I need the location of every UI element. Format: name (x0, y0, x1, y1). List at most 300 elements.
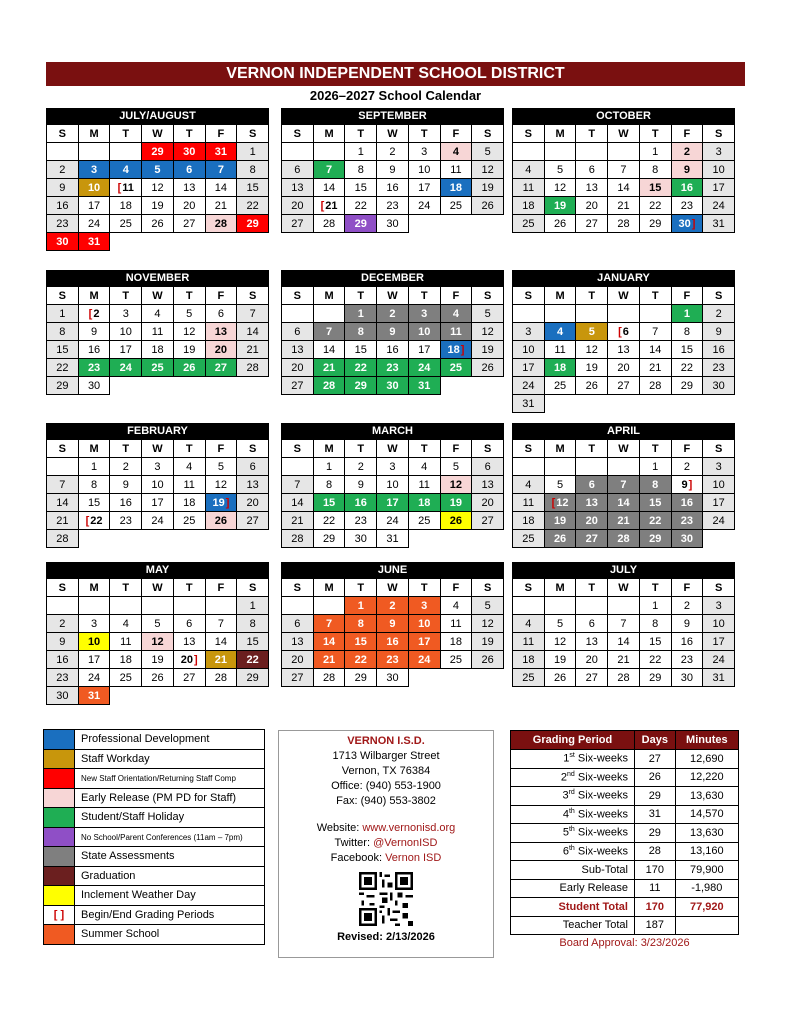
month-grid (281, 287, 504, 395)
period-name: Six-weeks (574, 845, 628, 858)
legend-item (43, 885, 265, 906)
day-cell: 24 (376, 511, 409, 530)
day-cell: 5 (173, 304, 206, 323)
day-cell: 22 (639, 650, 672, 669)
day-cell: 19 ] (205, 493, 238, 512)
day-cell: 4 (512, 475, 545, 494)
weekday-header: S (512, 124, 545, 143)
day-cell: 2 (109, 457, 142, 476)
blank-cell (281, 142, 314, 161)
month-header: JULY (512, 562, 735, 579)
facebook-line: Facebook: Vernon ISD (330, 852, 442, 864)
day-cell: 16 (702, 340, 735, 359)
weekday-header: T (639, 286, 672, 305)
day-cell: 31 (78, 232, 111, 251)
weekday-header: S (236, 286, 269, 305)
legend-label: State Assessments (81, 850, 175, 862)
day-cell: 17 (702, 178, 735, 197)
day-cell: 27 (173, 668, 206, 687)
day-cell: 3 (702, 596, 735, 615)
period-label: Sub-Total (511, 861, 635, 880)
day-cell: 1 (344, 596, 377, 615)
day-cell: 3 (702, 457, 735, 476)
month-header: APRIL (512, 423, 735, 440)
day-cell: 19 (141, 650, 174, 669)
weekday-header: W (607, 439, 640, 458)
ordinal-number: 3 (562, 790, 569, 803)
day-cell: 20 (575, 650, 608, 669)
day-cell: 18 (440, 632, 473, 651)
weekday-header: S (281, 578, 314, 597)
day-cell: 5 (471, 304, 504, 323)
day-cell: 23 (46, 668, 79, 687)
day-cell: 23 (671, 511, 704, 530)
period-days: 28 (635, 842, 676, 861)
day-cell: 8 (639, 614, 672, 633)
day-cell: 22 (639, 511, 672, 530)
blank-cell (313, 304, 346, 323)
day-cell: 20 (471, 493, 504, 512)
day-cell: 21 (607, 650, 640, 669)
day-cell: 16 (46, 650, 79, 669)
qr-code-icon[interactable] (359, 872, 413, 926)
period-name: Six-weeks (574, 771, 628, 784)
day-cell: 25 (109, 214, 142, 233)
period-minutes: 12,220 (675, 768, 738, 787)
legend-swatch (44, 886, 75, 905)
blank-cell (607, 304, 640, 323)
day-cell: 28 (607, 529, 640, 548)
day-cell: 19 (173, 340, 206, 359)
blank-cell (281, 596, 314, 615)
ordinal-number: 2 (560, 771, 568, 784)
day-cell: 27 (575, 214, 608, 233)
day-cell: 26 (440, 511, 473, 530)
blank-cell (512, 142, 545, 161)
period-minutes: 13,630 (675, 787, 738, 806)
period-name: Six-weeks (574, 753, 628, 766)
weekday-header: S (281, 286, 314, 305)
month-april (512, 423, 735, 548)
day-cell: 29 (46, 376, 79, 395)
day-cell: 28 (236, 358, 269, 377)
weekday-header: F (671, 439, 704, 458)
day-cell: 25 (173, 511, 206, 530)
ordinal-number: 6 (562, 845, 569, 858)
day-cell: 15 (344, 340, 377, 359)
day-cell: 16 (376, 178, 409, 197)
day-cell: 12 (141, 178, 174, 197)
day-cell: 12 (544, 178, 577, 197)
grading-row (511, 898, 739, 917)
day-cell: 5 (141, 614, 174, 633)
day-cell: 15 (639, 632, 672, 651)
blank-cell (575, 304, 608, 323)
day-cell: 22 (344, 358, 377, 377)
period-label (511, 768, 635, 787)
day-cell: 6 (471, 457, 504, 476)
day-cell: 11 (512, 178, 545, 197)
day-cell: 22 (671, 358, 704, 377)
day-cell: 23 (344, 511, 377, 530)
weekday-header: M (78, 439, 111, 458)
board-approval: Board Approval: 3/23/2026 (559, 937, 690, 949)
day-cell: 26 (141, 668, 174, 687)
website-link[interactable]: www.vernonisd.org (362, 822, 456, 834)
month-july-august (46, 108, 269, 251)
period-minutes: 77,920 (675, 898, 738, 917)
weekday-header: F (205, 439, 238, 458)
day-cell: 26 (544, 214, 577, 233)
weekday-header: W (607, 124, 640, 143)
weekday-header: W (607, 286, 640, 305)
day-cell: 18 (512, 650, 545, 669)
legend-item (43, 846, 265, 867)
weekday-header: T (173, 124, 206, 143)
weekday-header: S (512, 578, 545, 597)
weekday-header: T (639, 439, 672, 458)
blank-cell (544, 304, 577, 323)
day-cell: 10 (376, 475, 409, 494)
day-cell: 17 (408, 340, 441, 359)
legend-label: Begin/End Grading Periods (81, 908, 215, 921)
blank-cell (607, 142, 640, 161)
day-cell: 24 (78, 668, 111, 687)
day-cell: 30 (173, 142, 206, 161)
day-cell: 7 (313, 614, 346, 633)
weekday-header: W (376, 439, 409, 458)
day-cell: 18 (173, 493, 206, 512)
day-cell: 5 (544, 614, 577, 633)
day-cell: 18 (141, 340, 174, 359)
day-cell: 6 (173, 614, 206, 633)
day-cell: 31 (408, 376, 441, 395)
day-cell: [ 11 (109, 178, 142, 197)
day-cell: 13 (281, 340, 314, 359)
day-cell: 29 (344, 668, 377, 687)
legend-swatch (44, 769, 75, 788)
day-cell: 6 (205, 304, 238, 323)
weekday-header: T (344, 439, 377, 458)
district-name: VERNON I.S.D. (347, 735, 425, 747)
day-cell: 10 (702, 160, 735, 179)
blank-cell (313, 596, 346, 615)
period-minutes: 14,570 (675, 805, 738, 824)
weekday-header: T (109, 578, 142, 597)
period-minutes: 79,900 (675, 861, 738, 880)
day-cell: 15 (313, 493, 346, 512)
day-cell: 11 (141, 322, 174, 341)
ordinal-suffix: nd (567, 770, 575, 778)
day-cell: 28 (313, 214, 346, 233)
day-cell: 10 (109, 322, 142, 341)
blank-cell (46, 142, 79, 161)
day-cell: 23 (376, 196, 409, 215)
legend-swatch (44, 750, 75, 769)
period-days: 29 (635, 787, 676, 806)
day-cell: 17 (78, 650, 111, 669)
revised-date: Revised: 2/13/2026 (337, 931, 435, 943)
day-cell: 6 (281, 614, 314, 633)
day-cell: 1 (236, 142, 269, 161)
day-cell: 8 (671, 322, 704, 341)
weekday-header: M (78, 124, 111, 143)
month-grid (512, 440, 735, 548)
weekday-header: T (408, 578, 441, 597)
office-phone: Office: (940) 553-1900 (331, 780, 441, 792)
day-cell: 21 (313, 650, 346, 669)
day-cell: 26 (471, 650, 504, 669)
day-cell: 3 (408, 142, 441, 161)
day-cell: 26 (544, 529, 577, 548)
day-cell: 24 (141, 511, 174, 530)
day-cell: 8 (344, 614, 377, 633)
day-cell: 15 (671, 340, 704, 359)
weekday-header: T (344, 124, 377, 143)
period-label: Teacher Total (511, 916, 635, 935)
grading-header: Grading Period (511, 731, 635, 750)
day-cell: 30 (702, 376, 735, 395)
grading-row (511, 916, 739, 935)
day-cell: 31 (702, 668, 735, 687)
period-label: Student Total (511, 898, 635, 917)
grading-row (511, 805, 739, 824)
weekday-header: F (205, 124, 238, 143)
day-cell: 19 (544, 196, 577, 215)
day-cell: 15 (344, 178, 377, 197)
district-info (278, 730, 494, 958)
weekday-header: F (671, 578, 704, 597)
day-cell: 24 (702, 196, 735, 215)
day-cell: 26 (471, 358, 504, 377)
day-cell: 29 (344, 376, 377, 395)
twitter-line: Twitter: @VernonISD (334, 837, 438, 849)
day-cell: 1 (344, 304, 377, 323)
day-cell: 26 (575, 376, 608, 395)
day-cell: 21 (205, 650, 238, 669)
day-cell: 22 (344, 650, 377, 669)
month-header: JUNE (281, 562, 504, 579)
day-cell: 4 (141, 304, 174, 323)
day-cell: 7 (607, 160, 640, 179)
weekday-header: S (281, 124, 314, 143)
day-cell: 10 (141, 475, 174, 494)
day-cell: 8 (313, 475, 346, 494)
day-cell: 15 (236, 178, 269, 197)
day-cell: 16 (344, 493, 377, 512)
day-cell: 20 (575, 511, 608, 530)
day-cell: 16 (78, 340, 111, 359)
day-cell: 25 (440, 650, 473, 669)
ordinal-suffix: th (568, 826, 575, 834)
day-cell: 30 (46, 686, 79, 705)
period-minutes: -1,980 (675, 879, 738, 898)
weekday-header: F (440, 124, 473, 143)
day-cell: 2 (376, 304, 409, 323)
day-cell: 8 (236, 614, 269, 633)
day-cell: 22 (236, 196, 269, 215)
grading-row (511, 861, 739, 880)
blank-cell (109, 596, 142, 615)
day-cell: 19 (471, 632, 504, 651)
day-cell: 9 (671, 614, 704, 633)
day-cell: 15 (46, 340, 79, 359)
month-header: MAY (46, 562, 269, 579)
legend-label: Inclement Weather Day (81, 889, 196, 901)
day-cell: 3 (408, 596, 441, 615)
period-days: 170 (635, 898, 676, 917)
day-cell: 16 (671, 632, 704, 651)
day-cell: 16 (671, 178, 704, 197)
weekday-header: T (575, 578, 608, 597)
day-cell: 14 (607, 493, 640, 512)
day-cell: 2 (344, 457, 377, 476)
grading-header: Minutes (675, 731, 738, 750)
day-cell: 20 (281, 358, 314, 377)
day-cell: 25 (109, 668, 142, 687)
legend-item (43, 788, 265, 809)
day-cell: [ 22 (78, 511, 111, 530)
day-cell: 14 (46, 493, 79, 512)
day-cell: 19 (544, 650, 577, 669)
blank-cell (281, 304, 314, 323)
legend-label: Summer School (81, 928, 160, 940)
day-cell: 12 (471, 322, 504, 341)
day-cell: 2 (671, 142, 704, 161)
day-cell: 13 (281, 178, 314, 197)
day-cell: 8 (78, 475, 111, 494)
blank-cell (205, 596, 238, 615)
day-cell: 4 (512, 614, 545, 633)
day-cell: 18 (512, 196, 545, 215)
day-cell: 9 (376, 322, 409, 341)
day-cell: 13 (471, 475, 504, 494)
day-cell: 7 (607, 475, 640, 494)
weekday-header: W (141, 286, 174, 305)
weekday-header: M (544, 286, 577, 305)
day-cell: 3 (78, 614, 111, 633)
day-cell: 13 (173, 178, 206, 197)
day-cell: 2 (671, 596, 704, 615)
weekday-header: T (109, 124, 142, 143)
day-cell: 24 (78, 214, 111, 233)
weekday-header: W (141, 124, 174, 143)
day-cell: 4 (440, 596, 473, 615)
day-cell: 24 (408, 358, 441, 377)
blank-cell (607, 457, 640, 476)
day-cell: 6 (575, 614, 608, 633)
legend-label: Graduation (81, 869, 136, 882)
blank-cell (173, 596, 206, 615)
period-name: Six-weeks (574, 808, 628, 821)
weekday-header: T (639, 124, 672, 143)
day-cell: 18 (408, 493, 441, 512)
day-cell: 30 (671, 668, 704, 687)
twitter-link[interactable]: @VernonISD (373, 837, 438, 849)
day-cell: 19 (141, 196, 174, 215)
day-cell: 27 (607, 376, 640, 395)
day-cell: 15 (639, 178, 672, 197)
month-header: OCTOBER (512, 108, 735, 125)
day-cell: 27 (281, 214, 314, 233)
day-cell: 29 (344, 214, 377, 233)
period-name: Six-weeks (574, 827, 628, 840)
month-header: FEBRUARY (46, 423, 269, 440)
day-cell: 6 (575, 160, 608, 179)
day-cell: 5 (141, 160, 174, 179)
day-cell: 1 (639, 457, 672, 476)
day-cell: 2 (46, 160, 79, 179)
month-grid (281, 440, 504, 548)
day-cell: 26 (544, 668, 577, 687)
blank-cell (512, 304, 545, 323)
blank-cell (575, 142, 608, 161)
day-cell: 9 (46, 632, 79, 651)
day-cell: 23 (376, 650, 409, 669)
period-days: 26 (635, 768, 676, 787)
day-cell: 29 (141, 142, 174, 161)
weekday-header: T (639, 578, 672, 597)
day-cell: 21 (607, 511, 640, 530)
day-cell: 10 (78, 632, 111, 651)
day-cell: 26 (173, 358, 206, 377)
day-cell: 2 (702, 304, 735, 323)
facebook-link[interactable]: Vernon ISD (385, 852, 442, 864)
weekday-header: M (544, 439, 577, 458)
legend-swatch (44, 730, 75, 749)
weekday-header: S (46, 124, 79, 143)
blank-cell (109, 142, 142, 161)
weekday-header: M (313, 286, 346, 305)
day-cell: 23 (78, 358, 111, 377)
weekday-header: S (281, 439, 314, 458)
day-cell: 2 (376, 142, 409, 161)
day-cell: [ 2 (78, 304, 111, 323)
day-cell: 13 (575, 178, 608, 197)
day-cell: 28 (281, 529, 314, 548)
weekday-header: F (205, 286, 238, 305)
month-october (512, 108, 735, 233)
day-cell: 13 (607, 340, 640, 359)
day-cell: 31 (702, 214, 735, 233)
day-cell: 1 (46, 304, 79, 323)
day-cell: 1 (78, 457, 111, 476)
weekday-header: S (236, 578, 269, 597)
day-cell: 21 (46, 511, 79, 530)
day-cell: 28 (205, 668, 238, 687)
day-cell: 5 (544, 160, 577, 179)
day-cell: 26 (141, 214, 174, 233)
day-cell: 4 (408, 457, 441, 476)
day-cell: 19 (471, 340, 504, 359)
day-cell: 23 (376, 358, 409, 377)
day-cell: 25 (141, 358, 174, 377)
weekday-header: M (78, 286, 111, 305)
month-grid (512, 287, 735, 413)
day-cell: 2 (671, 457, 704, 476)
day-cell: 28 (313, 376, 346, 395)
blank-cell (544, 142, 577, 161)
day-cell: 29 (313, 529, 346, 548)
day-cell: 25 (512, 214, 545, 233)
day-cell: 13 (281, 632, 314, 651)
day-cell: 31 (512, 394, 545, 413)
blank-cell (313, 142, 346, 161)
day-cell: 3 (141, 457, 174, 476)
day-cell: 3 (512, 322, 545, 341)
day-cell: 25 (512, 529, 545, 548)
day-cell: 17 (78, 196, 111, 215)
